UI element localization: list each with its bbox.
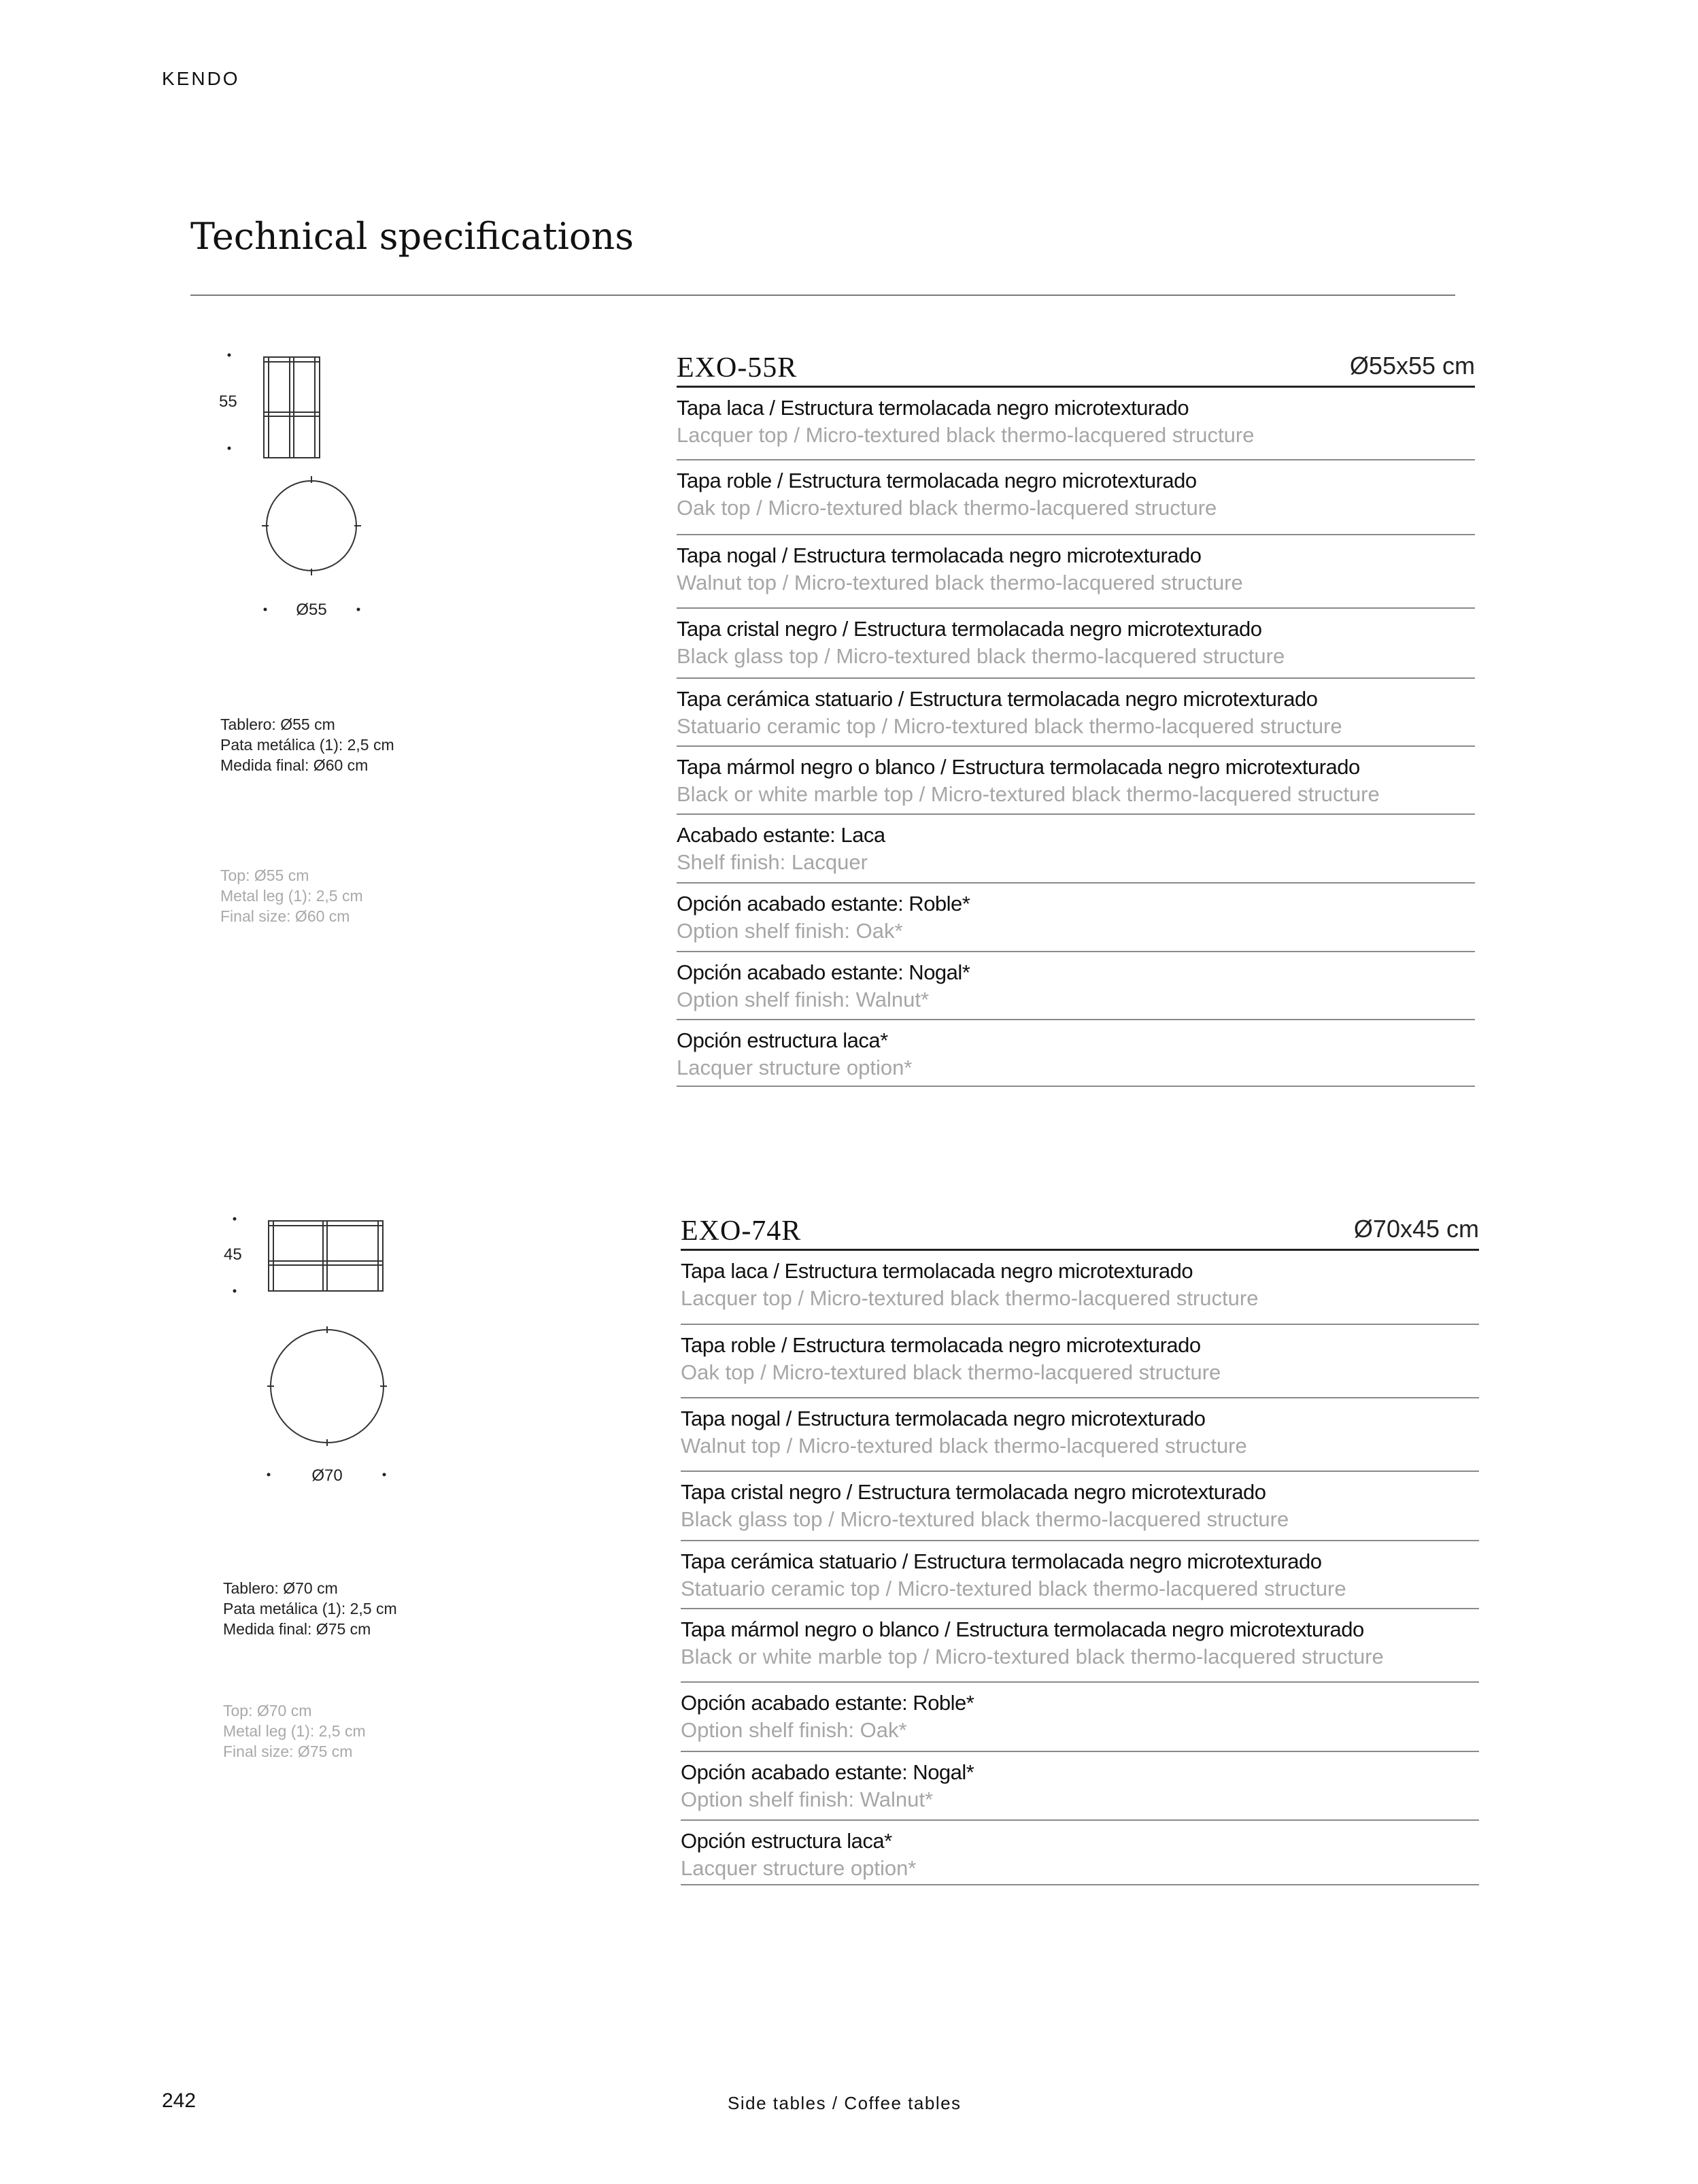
- option-en: Lacquer structure option*: [681, 1856, 917, 1880]
- option-row: [681, 1541, 1479, 1609]
- diameter-label: Ø55: [296, 601, 327, 619]
- option-en: Black or white marble top / Micro-textured black thermo-lacquered structure: [677, 782, 1380, 806]
- option-es: Tapa mármol negro o blanco / Estructura termolacada negro microtexturado: [677, 755, 1360, 779]
- measures-es-exo-55r: [220, 714, 394, 775]
- option-row: [677, 388, 1475, 460]
- option-es: Tapa mármol negro o blanco / Estructura termolacada negro microtexturado: [681, 1617, 1364, 1641]
- model-name: EXO-55R: [677, 352, 798, 384]
- option-row: [677, 609, 1475, 679]
- brand-name: KENDO: [162, 68, 240, 89]
- option-es: Acabado estante: Laca: [677, 823, 885, 847]
- option-en: Oak top / Micro-textured black thermo-lacquered structure: [677, 496, 1217, 520]
- option-es: Tapa cristal negro / Estructura termolacada negro microtexturado: [677, 617, 1262, 641]
- option-row: [677, 460, 1475, 535]
- option-en: Lacquer structure option*: [677, 1056, 913, 1079]
- spec-table-exo-55r: [677, 350, 1475, 1087]
- measure-line: Medida final: Ø75 cm: [223, 1620, 371, 1638]
- measure-line: Top: Ø70 cm: [223, 1702, 312, 1719]
- measure-line: Metal leg (1): 2,5 cm: [223, 1722, 366, 1740]
- option-en: Walnut top / Micro-textured black thermo-lacquered structure: [677, 571, 1243, 594]
- measure-line: Final size: Ø60 cm: [220, 907, 350, 925]
- measure-line: Medida final: Ø60 cm: [220, 756, 369, 774]
- option-es: Opción acabado estante: Roble*: [677, 892, 970, 915]
- option-row: [681, 1821, 1479, 1885]
- height-label: 45: [224, 1245, 242, 1264]
- option-es: Tapa laca / Estructura termolacada negro microtexturado: [681, 1259, 1193, 1283]
- product-drawing-exo-55r: [204, 347, 408, 633]
- option-es: Tapa nogal / Estructura termolacada negro microtexturado: [681, 1407, 1206, 1430]
- option-row: [681, 1609, 1479, 1683]
- measure-line: Metal leg (1): 2,5 cm: [220, 887, 363, 905]
- option-es: Tapa cristal negro / Estructura termolacada negro microtexturado: [681, 1480, 1266, 1504]
- option-row: [681, 1398, 1479, 1472]
- option-row: [681, 1472, 1479, 1541]
- spec-header: [681, 1213, 1479, 1251]
- option-en: Statuario ceramic top / Micro-textured black thermo-lacquered structure: [677, 714, 1342, 738]
- option-en: Black or white marble top / Micro-textured black thermo-lacquered structure: [681, 1645, 1384, 1668]
- spec-header: [677, 350, 1475, 388]
- model-name: EXO-74R: [681, 1215, 802, 1247]
- page-number: 242: [162, 2089, 197, 2112]
- measures-en-exo-55r: [220, 865, 363, 926]
- option-en: Option shelf finish: Walnut*: [681, 1787, 934, 1811]
- measures-es-exo-74r: [223, 1578, 397, 1639]
- spec-table-exo-74r: [681, 1213, 1479, 1885]
- table-elevation-icon: [264, 357, 320, 458]
- option-es: Tapa laca / Estructura termolacada negro microtexturado: [677, 396, 1189, 420]
- diameter-label: Ø70: [311, 1466, 343, 1485]
- option-es: Opción acabado estante: Nogal*: [677, 960, 970, 984]
- measures-en-exo-74r: [223, 1700, 366, 1762]
- measure-line: Pata metálica (1): 2,5 cm: [223, 1600, 397, 1617]
- option-row: [681, 1752, 1479, 1821]
- measure-line: Tablero: Ø55 cm: [220, 716, 335, 733]
- option-row: [677, 952, 1475, 1020]
- option-es: Opción estructura laca*: [681, 1829, 892, 1853]
- option-es: Tapa nogal / Estructura termolacada negro microtexturado: [677, 543, 1202, 567]
- option-es: Opción acabado estante: Roble*: [681, 1691, 974, 1715]
- title-divider: [190, 295, 1455, 296]
- option-en: Black glass top / Micro-textured black thermo-lacquered structure: [681, 1507, 1289, 1531]
- option-row: [677, 884, 1475, 952]
- option-en: Shelf finish: Lacquer: [677, 850, 868, 874]
- option-en: Option shelf finish: Walnut*: [677, 988, 930, 1011]
- option-en: Lacquer top / Micro-textured black thermo-lacquered structure: [677, 423, 1255, 447]
- option-es: Tapa cerámica statuario / Estructura termolacada negro microtexturado: [677, 687, 1318, 711]
- option-row: [677, 679, 1475, 747]
- option-es: Tapa cerámica statuario / Estructura termolacada negro microtexturado: [681, 1549, 1322, 1573]
- option-row: [677, 1020, 1475, 1087]
- measure-line: Top: Ø55 cm: [220, 867, 309, 884]
- option-row: [681, 1683, 1479, 1752]
- option-en: Option shelf finish: Oak*: [677, 919, 903, 943]
- option-row: [681, 1251, 1479, 1325]
- table-plan-icon: [267, 1326, 387, 1446]
- option-en: Statuario ceramic top / Micro-textured black thermo-lacquered structure: [681, 1577, 1346, 1600]
- option-en: Lacquer top / Micro-textured black thermo-lacquered structure: [681, 1286, 1259, 1310]
- option-en: Option shelf finish: Oak*: [681, 1718, 907, 1742]
- measure-line: Final size: Ø75 cm: [223, 1743, 353, 1760]
- measure-line: Tablero: Ø70 cm: [223, 1579, 338, 1597]
- section-label: Side tables / Coffee tables: [728, 2093, 962, 2113]
- option-row: [681, 1325, 1479, 1398]
- option-row: [677, 815, 1475, 884]
- option-row: [677, 535, 1475, 609]
- option-row: [677, 747, 1475, 815]
- option-en: Walnut top / Micro-textured black thermo-lacquered structure: [681, 1434, 1247, 1458]
- option-es: Opción acabado estante: Nogal*: [681, 1760, 974, 1784]
- table-elevation-icon: [269, 1221, 383, 1291]
- measure-line: Pata metálica (1): 2,5 cm: [220, 736, 394, 754]
- model-size: Ø70x45 cm: [1353, 1215, 1479, 1243]
- model-size: Ø55x55 cm: [1349, 352, 1475, 380]
- option-es: Opción estructura laca*: [677, 1028, 888, 1052]
- product-drawing-exo-74r: [207, 1211, 411, 1496]
- page-title: Technical specifications: [190, 215, 634, 258]
- option-es: Tapa roble / Estructura termolacada negro microtexturado: [677, 469, 1197, 492]
- option-en: Oak top / Micro-textured black thermo-lacquered structure: [681, 1360, 1221, 1384]
- option-en: Black glass top / Micro-textured black thermo-lacquered structure: [677, 644, 1285, 668]
- option-es: Tapa roble / Estructura termolacada negro microtexturado: [681, 1333, 1201, 1357]
- table-plan-icon: [262, 476, 361, 575]
- height-label: 55: [219, 392, 237, 411]
